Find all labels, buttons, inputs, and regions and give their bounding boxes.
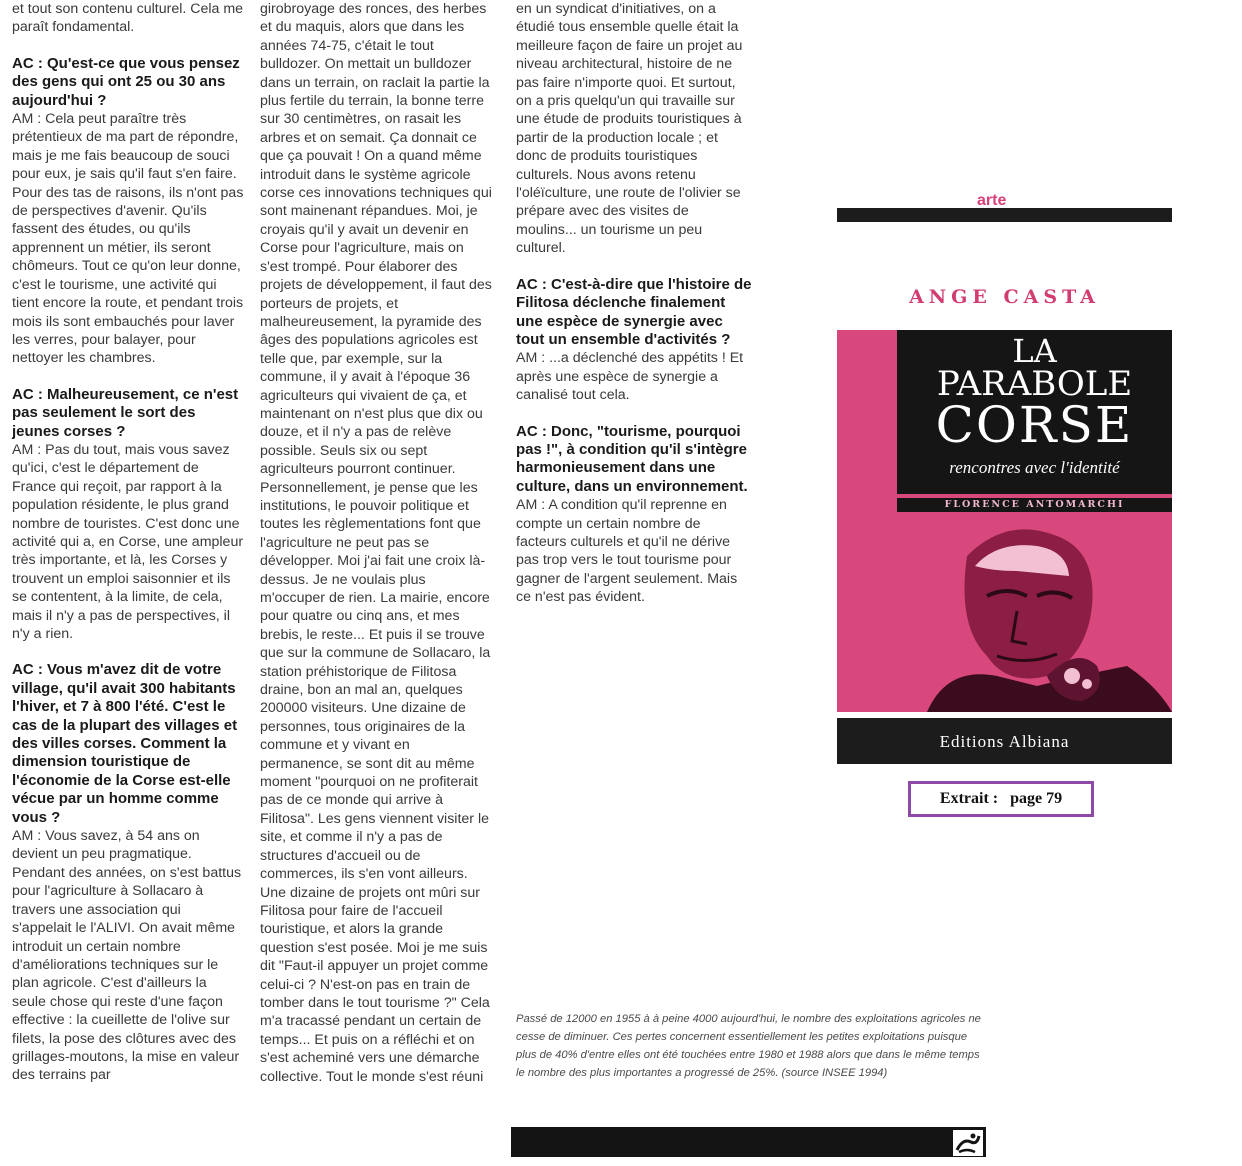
cover-top-band [837,208,1172,222]
answer-text: AM : Vous savez, à 54 ans on devient un peu pragmatique. Pendant des années, on s'est battus pour l'agriculture à Sollacaro à travers une association qui s'appelait le l'ALIVI. On avait même introduit un certain nombre d'améliorations techniques sur le plan agricole. C'est d'ailleurs la seule chose qui reste d'une façon effective : la cueillette de l'olive sur filets, la pose des clôtures avec des grillages-moutons, la mise en valeur des terrains par [12,828,242,1084]
channel-logo: arte [977,192,1007,209]
excerpt-label-box [908,781,1094,817]
paragraph [260,0,492,1086]
book-coauthor: FLORENCE ANTOMARCHI [944,499,1125,510]
author-portrait [897,516,1172,712]
paragraph [516,423,752,607]
coauthor-band [897,498,1172,512]
article-column-2 [260,0,492,1104]
question-text: AC : Qu'est-ce que vous pensez des gens qui ont 25 ou 30 ans aujourd'hui ? [12,54,240,109]
statistics-caption: Passé de 12000 en 1955 à à peine 4000 aujourd'hui, le nombre des exploitations agricoles ne cesse de diminuer. Ces pertes concernent essentiellement les petites exploitations puisque plus de 40% d'entre elles ont été touchées entre 1980 et 1988 alors que dans le même temps le nombre des plus importantes a progressé de 25%. (source INSEE 1994) [516,1013,981,1079]
answer-text: AM : ...a déclenché des appétits ! Et après une espèce de synergie a canalisé tout cela. [516,350,744,404]
question-text: AC : Vous m'avez dit de votre village, qu'il avait 300 habitants l'hiver, et 7 à 800 l'été. C'est le cas de la plupart des villages et des villes corses. Comment la dimension touristique de l'économie de la Corse est-elle vécue par un homme comme vous ? [12,661,238,826]
paragraph [516,0,752,258]
paragraph [12,386,244,644]
answer-text: et tout son contenu culturel. Cela me paraît fondamental. [12,1,244,36]
title-box [897,330,1172,494]
portrait-illustration [897,516,1172,712]
book-title-line-1: LA [1012,332,1057,370]
question-text: AC : Donc, "tourisme, pourquoi pas !", à condition qu'il s'intègre harmonieusement dans une culture, dans un environnement. [516,422,748,495]
answer-text: AM : Pas du tout, mais vous savez qu'ici, c'est le département de France qui reçoit, par rapport à la population résidente, le plus grand nombre de touristes. C'est donc une activité qui a, en Corse, une ampleur très importante, et là, les Corses y trouvent un emploi saisonnier et ils se contentent, à la limite, de cela, mais il n'y a pas de perspectives, il n'y a rien. [12,441,244,642]
answer-text: girobroyage des ronces, des herbes et du maquis, alors que dans les années 74-75, c'était le tout bulldozer. On mettait un bulldozer dans un terrain, on raclait la partie la plus fertile du terrain, la bonne terre sur 30 centimètres, on rasait les arbres et on semait. Ça donnait ce que ça pouvait ! On a quand même introduit dans le système agricole corse ces innovations techniques qui sont mainenant répandues. Moi, je croyais qu'il y avait un devenir en Corse pour l'agriculture, mais on s'est trompé. Pour élaborer des projets de développement, il faut des porteurs de projets, et malheureusement, la pyramide des âges des populations agricoles est telle que, par exemple, sur la commune, il y avait à l'époque 36 agriculteurs qui vivaient de ça, et maintenant on n'est plus que dix ou douze, et il n'y a pas de relève possible. Seuls six ou sept agriculteurs pourront continuer. Personnellement, je pense que les institutions, le pouvoir politique et toutes les règlementations font que l'agriculture ne peut pas se développer. Moi j'ai fait une croix là-dessus. Je ne voulais plus m'occuper de rien. La mairie, encore pour quatre ou cinq ans, et mes brebis, le reste... Et puis il se trouve que sur la commune de Sollacaro, la station préhistorique de Filitosa draine, bon an mal an, quelques 200000 visiteurs. Une dizaine de personnes, tous originaires de la commune et y vivant en permanence, se sont dit au même moment "pourquoi on ne profiterait pas de ce monde qui arrive à Filitosa". Les gens viennent visiter le site, et comme il n'y a pas de structures d'accueil ou de commerces, ils s'en vont ailleurs. Une dizaine de projets ont mûri sur Filitosa pour faire de l'accueil touristique, et alors la grande question s'est posée. Moi je me suis dit "Faut-il appuyer un projet comme celui-ci ? N'est-on pas en train de tomber dans le tout tourisme ?" Cela m'a tracassé pendant un certain de temps... Et puis on a réfléchi et on s'est acheminé vers une démarche collective. Tout le monde s'est réuni [260,1,492,1085]
question-text: AC : Malheureusement, ce n'est pas seulement le sort des jeunes corses ? [12,385,239,440]
book-subtitle: rencontres avec l'identité [949,458,1120,477]
article-column-1 [12,0,244,1103]
footer-bar [511,1127,986,1157]
answer-text: AM : Cela peut paraître très prétentieux de ma part de répondre, mais je me fais beaucoup de souci pour eux, je sais qu'il faut s'en faire. Pour des tas de raisons, ils n'ont pas de perspectives d'avenir. Qu'ils fassent des études, ou qu'ils apprennent un métier, ils seront chômeurs. Tout ce qu'on leur donne, c'est le tourisme, une activité qui tient encore la route, et pendant trois mois ils sont embauchés pour laver les verres, pour balayer, pour nettoyer les chambres. [12,111,244,367]
paragraph [516,276,752,405]
publisher-logo-icon [953,1130,983,1156]
excerpt-page: page 79 [1010,790,1063,807]
book-author: ANGE CASTA [909,286,1100,308]
paragraph [12,661,244,1084]
book-title-line-3: CORSE [935,396,1134,454]
book-title-line-2: PARABOLE [936,364,1133,404]
answer-text: en un syndicat d'initiatives, on a étudié tous ensemble quelle était la meilleure façon de faire un projet au niveau architectural, histoire de ne pas faire n'importe quoi. Et surtout, on a pris quelqu'un qui travaille sur une étude de produits touristiques à partir de la production locale ; et donc de produits touristiques culturels. Nous avons retenu l'oléïculture, une route de l'olivier se prépare avec des visites de moulins... un tourisme un peu culturel. [516,1,743,257]
answer-text: AM : A condition qu'il reprenne en compte un certain nombre de facteurs culturels et qu'il ne dérive pas trop vers le tout tourisme pour gagner de l'argent seulement. Mais ce n'est pas évident. [516,497,738,606]
excerpt-label: Extrait : [939,790,999,807]
book-cover [837,192,1172,764]
paragraph [12,0,244,37]
book-publisher: Editions Albiana [939,732,1070,751]
question-text: AC : C'est-à-dire que l'histoire de Filitosa déclenche finalement une espèce de synergie avec tout un ensemble d'activités ? [516,275,752,348]
paragraph [12,55,244,368]
article-column-3 [516,0,752,625]
